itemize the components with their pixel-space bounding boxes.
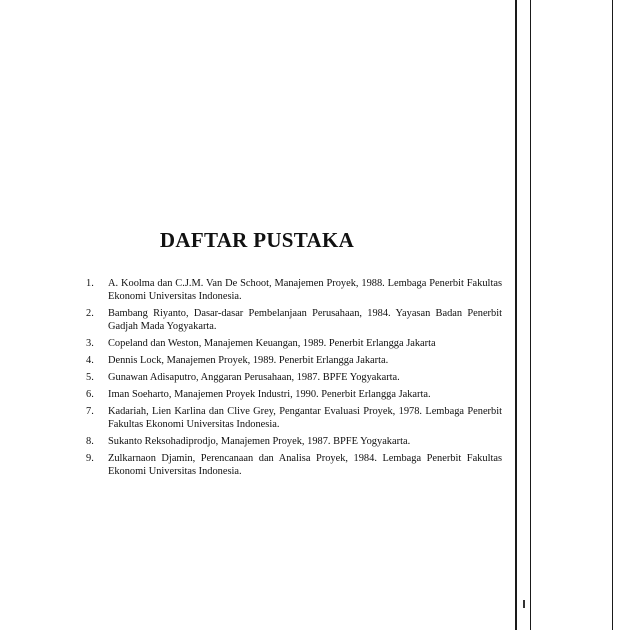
reference-item xyxy=(86,337,502,350)
reference-item xyxy=(86,277,502,303)
scan-speck xyxy=(523,600,525,608)
reference-item xyxy=(86,388,502,401)
reference-number: 6. xyxy=(86,389,94,400)
reference-text: Dennis Lock, Manajemen Proyek, 1989. Penerbit Erlangga Jakarta. xyxy=(108,355,389,366)
reference-number: 4. xyxy=(86,355,94,366)
reference-text: Bambang Riyanto, Dasar-dasar Pembelanjaan Perusahaan, 1984. Yayasan Badan Penerbit Gadjah Mada Yogyakarta. xyxy=(108,308,502,332)
reference-text: Iman Soeharto, Manajemen Proyek Industri, 1990. Penerbit Erlangga Jakarta. xyxy=(108,389,431,400)
reference-number: 1. xyxy=(86,278,94,289)
reference-item xyxy=(86,354,502,367)
reference-number: 5. xyxy=(86,372,94,383)
reference-text: Kadariah, Lien Karlina dan Clive Grey, Pengantar Evaluasi Proyek, 1978. Lembaga Penerbit Fakultas Ekonomi Universitas Indonesia. xyxy=(108,406,502,430)
reference-text: Sukanto Reksohadiprodjo, Manajemen Proyek, 1987. BPFE Yogyakarta. xyxy=(108,436,411,447)
reference-text: Copeland dan Weston, Manajemen Keuangan, 1989. Penerbit Erlangga Jakarta xyxy=(108,338,436,349)
page-title: DAFTAR PUSTAKA xyxy=(159,228,355,252)
reference-number: 3. xyxy=(86,338,94,349)
reference-number: 7. xyxy=(86,406,94,417)
reference-item xyxy=(86,371,502,384)
reference-text: Gunawan Adisaputro, Anggaran Perusahaan, 1987. BPFE Yogyakarta. xyxy=(108,372,400,383)
page-edge-line xyxy=(515,0,517,630)
reference-text: Zulkarnaon Djamin, Perencanaan dan Analisa Proyek, 1984. Lembaga Penerbit Fakultas Ekonomi Universitas Indonesia. xyxy=(108,453,502,477)
reference-number: 8. xyxy=(86,436,94,447)
reference-item xyxy=(86,435,502,448)
reference-text: A. Koolma dan C.J.M. Van De Schoot, Manajemen Proyek, 1988. Lembaga Penerbit Fakultas Ekonomi Universitas Indonesia. xyxy=(108,278,502,302)
reference-item xyxy=(86,405,502,431)
page-edge-line xyxy=(530,0,531,630)
reference-list xyxy=(86,277,502,482)
reference-number: 9. xyxy=(86,453,94,464)
page-edge-line xyxy=(612,0,613,630)
reference-item xyxy=(86,307,502,333)
reference-item xyxy=(86,452,502,478)
reference-number: 2. xyxy=(86,308,94,319)
